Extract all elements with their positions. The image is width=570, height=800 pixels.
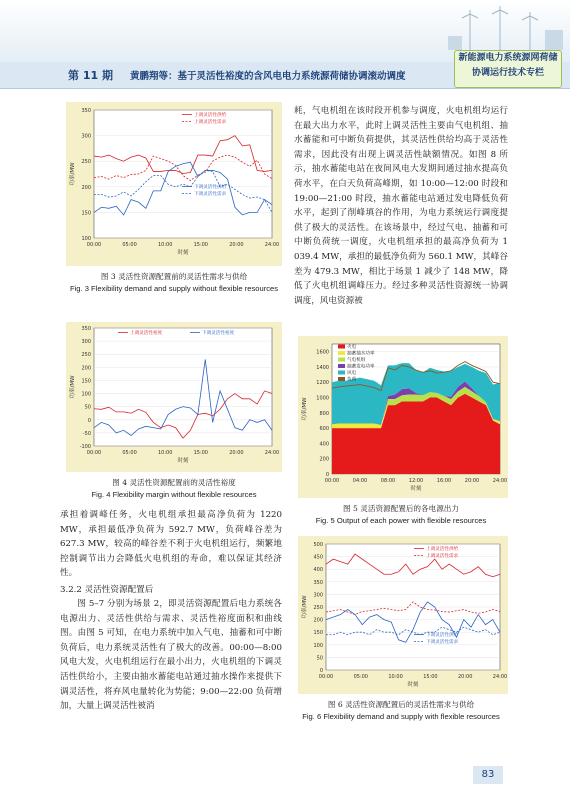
- fig5-y-tick-label: 400: [319, 441, 329, 448]
- fig3-x-tick-label: 10:00: [157, 242, 173, 248]
- fig6-x-tick-label: 10:00: [388, 674, 403, 680]
- figure-6-chart: [298, 536, 508, 694]
- figure-3-caption-cn: 图 3 灵活性资源配置前的灵活性需求与供给: [100, 272, 248, 281]
- fig4-y-tick-label: 50: [84, 404, 91, 411]
- fig5-legend-label: 气电机组: [347, 358, 366, 363]
- fig6-y-tick-label: 350: [313, 579, 323, 586]
- figure-6-caption-cn: 图 6 灵活性资源配置后的灵活性需求与供给: [327, 700, 475, 709]
- fig6-y-tick-label: 150: [313, 630, 323, 637]
- section-heading: 3.2.2 灵活性资源配置后: [60, 585, 154, 595]
- fig5-y-tick-label: 1000: [316, 395, 329, 402]
- fig5-x-tick-label: 08:00: [380, 478, 396, 484]
- fig3-legend-label: 下调灵活性需求: [194, 192, 227, 197]
- fig3-legend-label: 上调灵活性供给: [194, 113, 227, 118]
- fig4-y-tick-label: -100: [79, 444, 91, 450]
- fig5-y-tick-label: 800: [319, 410, 329, 417]
- fig6-y-tick-label: 0: [319, 668, 323, 674]
- left-paragraph-2-text: 图 5–7 分别为场景 2，即灵活资源配置后电力系统各电源出力、灵活性供给与需求、灵活性裕度面积和曲线图。由图 5 可知，在电力系统中加入气电、抽蓄和可中断负荷后，电力系统灵活性有了极大的改善。00:00—8:00 风电大发，火电机组运行在最小出力，火电机组的下调灵活性供给小，主要由抽水蓄能电站通过抽水操作来提供下调灵活性，将弃风电量转化为势能；9:00—22:00 负荷增加，大量上调灵活性被消: [60, 599, 282, 712]
- fig6-y-tick-label: 50: [316, 655, 323, 662]
- page-number: 83: [473, 766, 503, 784]
- fig6-x-tick-label: 20:00: [457, 674, 473, 680]
- fig4-x-tick-label: 10:00: [157, 450, 173, 456]
- fig3-y-tick-label: 350: [81, 108, 91, 114]
- fig6-x-axis-label: 时刻: [407, 682, 419, 688]
- fig4-y-axis-label: 功率/MW: [70, 375, 76, 399]
- fig4-x-tick-label: 20:00: [229, 450, 244, 456]
- right-paragraph: [294, 104, 508, 308]
- fig6-y-tick-label: 450: [313, 554, 323, 561]
- fig5-y-tick-label: 600: [319, 426, 329, 433]
- fig3-legend-label: 下调灵活性供给: [194, 185, 227, 190]
- running-title: 黄鹏翔等：基于灵活性裕度的含风电电力系统源荷储协调滚动调度: [130, 71, 406, 82]
- fig3-y-axis-label: 功率/MW: [70, 162, 76, 186]
- figure-4-caption-en: Fig. 4 Flexibility margin without flexible resources: [91, 490, 257, 499]
- fig5-legend-label: 抽蓄发电功率: [347, 364, 375, 370]
- fig6-y-axis-label: 功率/MW: [302, 595, 308, 619]
- fig3-x-axis-label: 时刻: [177, 250, 189, 256]
- fig4-x-tick-label: 24:00: [264, 450, 280, 456]
- fig3-x-tick-label: 15:00: [193, 242, 209, 248]
- fig4-y-tick-label: 350: [81, 326, 91, 332]
- fig5-y-tick-label: 1600: [316, 349, 329, 356]
- fig5-x-tick-label: 24:00: [492, 478, 508, 484]
- fig5-legend-swatch: [338, 364, 345, 368]
- fig5-y-axis-label: 功率/MW: [302, 397, 308, 421]
- fig5-legend-label: 抽蓄抽水功率: [347, 351, 375, 357]
- fig3-plot-area: [94, 110, 272, 238]
- figure-5-chart: [298, 336, 508, 498]
- fig6-legend-label: 上调灵活性需求: [426, 554, 459, 559]
- column-badge: [454, 50, 562, 88]
- fig4-x-tick-label: 15:00: [193, 450, 209, 456]
- fig4-x-tick-label: 00:00: [86, 450, 102, 456]
- fig5-y-tick-label: 1200: [316, 380, 329, 387]
- fig5-y-tick-label: 1400: [316, 364, 329, 371]
- right-paragraph-text: 耗，气电机组在该时段开机参与调度，火电机组均运行在最大出力水平，此时上调灵活性主要由气电机组、抽水蓄能和可中断负荷提供，其灵活性供给均高于灵活性需求，因此没有出现上调灵活性缺额情况。如图 8 所示，抽水蓄能电站在夜间风电大发期间通过抽水提高负荷水平，在白天负荷高峰期，如 10:00—12:00 时段和 19:00—21:00 时段，抽水蓄能电站通过发电降低负荷水平，起到了削峰填谷的作用，为电力系统运行调度提供了极大的灵活性。在该场景中，经过气电、抽蓄和可中断负荷统一调度，火电机组承担的最高净负荷为 1 039.4 MW，承担的最低净负荷为 560.1 MW，其峰谷差为 479.3 MW，相比于场景 1 减少了 148 MW，降低了火电机组调峰压力。经过多种灵活性资源统一协调调度，风电资源被: [294, 106, 508, 306]
- fig3-legend-label: 上调灵活性需求: [194, 120, 227, 125]
- fig6-y-tick-label: 250: [313, 605, 323, 611]
- figure-6: [298, 536, 508, 694]
- fig5-x-axis-label: 时刻: [410, 486, 422, 492]
- fig5-legend-label: 风电: [347, 371, 357, 376]
- fig3-y-tick-label: 200: [81, 184, 91, 191]
- fig4-x-axis-label: 时刻: [177, 458, 189, 464]
- figure-5-caption-cn: 图 5 灵活资源配置后的各电源出力: [343, 504, 459, 513]
- fig3-y-tick-label: 100: [81, 236, 91, 242]
- fig4-y-tick-label: 250: [81, 352, 91, 359]
- fig5-y-tick-label: 200: [319, 456, 329, 463]
- fig3-y-tick-label: 150: [81, 210, 91, 217]
- fig5-legend-swatch: [338, 377, 345, 381]
- fig3-y-tick-label: 300: [81, 133, 91, 140]
- fig5-x-tick-label: 16:00: [436, 478, 452, 484]
- fig6-x-tick-label: 15:00: [423, 674, 438, 680]
- fig5-x-tick-label: 04:00: [352, 478, 368, 484]
- fig4-x-tick-label: 05:00: [122, 450, 137, 456]
- fig4-plot-area: [94, 328, 272, 446]
- figure-3-chart: [66, 102, 282, 266]
- figure-4: [66, 322, 282, 472]
- figure-4-caption-cn: 图 4 灵活性资源配置前的灵活性裕度: [112, 478, 236, 487]
- fig6-y-tick-label: 200: [313, 617, 323, 624]
- figure-3-caption-en: Fig. 3 Flexibility demand and supply without flexible resources: [69, 284, 279, 293]
- fig5-legend-swatch: [338, 351, 345, 355]
- fig3-y-tick-label: 250: [81, 159, 91, 166]
- left-paragraph-1: [60, 508, 282, 581]
- fig4-legend-label: 下调灵活性裕度: [202, 331, 235, 336]
- fig4-y-tick-label: 150: [81, 378, 91, 385]
- fig6-x-tick-label: 00:00: [318, 674, 334, 680]
- fig6-legend-label: 下调灵活性需求: [426, 640, 459, 645]
- fig3-x-tick-label: 05:00: [122, 242, 137, 248]
- fig5-legend-swatch: [338, 358, 345, 362]
- figure-3: [66, 102, 282, 266]
- fig4-y-tick-label: 0: [87, 417, 91, 424]
- fig5-y-tick-label: 0: [325, 472, 329, 478]
- fig6-x-tick-label: 05:00: [353, 674, 369, 680]
- badge-line-1: 新能源电力系统源网荷储: [458, 53, 558, 63]
- figure-6-caption-en: Fig. 6 Flexibility demand and supply with flexible resources: [302, 712, 500, 721]
- figure-4-chart: [66, 322, 282, 472]
- fig3-x-tick-label: 24:00: [264, 242, 280, 248]
- fig5-legend-swatch: [338, 345, 345, 349]
- fig4-y-tick-label: 300: [81, 339, 91, 346]
- issue-number: 第 11 期: [68, 69, 113, 82]
- figure-5-caption-en: Fig. 5 Output of each power with flexible resources: [315, 516, 487, 525]
- left-paragraph-2: [60, 597, 282, 714]
- fig6-y-tick-label: 500: [313, 542, 323, 548]
- fig6-legend-label: 上调灵活性供给: [426, 547, 459, 552]
- fig4-legend-label: 上调灵活性裕度: [130, 331, 163, 336]
- fig5-legend-label: 负荷: [347, 377, 357, 383]
- fig4-y-tick-label: -50: [82, 430, 91, 437]
- fig6-y-tick-label: 100: [313, 642, 323, 649]
- fig5-x-tick-label: 00:00: [324, 478, 340, 484]
- fig3-x-tick-label: 20:00: [229, 242, 244, 248]
- fig6-legend-label: 下调灵活性供给: [426, 633, 459, 638]
- fig4-y-tick-label: 100: [81, 391, 91, 398]
- fig5-legend-swatch: [338, 371, 345, 375]
- fig5-x-tick-label: 12:00: [408, 478, 424, 484]
- figure-5: [298, 336, 508, 498]
- fig5-legend-label: 火电: [347, 345, 357, 350]
- fig5-x-tick-label: 20:00: [464, 478, 480, 484]
- fig6-y-tick-label: 400: [313, 567, 323, 574]
- badge-line-2: 协调运行技术专栏: [471, 68, 544, 78]
- fig4-y-tick-label: 200: [81, 365, 91, 372]
- left-paragraph-1-text: 承担着调峰任务，火电机组承担最高净负荷为 1220 MW，承担最低净负荷为 592.7 MW，负荷峰谷差为 627.3 MW，较高的峰谷差不利于火电机组运行，频繁地控制调节出力会降低火电机组的寿命，难以保证其经济性。: [60, 510, 282, 579]
- fig6-x-tick-label: 24:00: [492, 674, 508, 680]
- fig3-x-tick-label: 00:00: [86, 242, 102, 248]
- fig6-y-tick-label: 300: [313, 592, 323, 599]
